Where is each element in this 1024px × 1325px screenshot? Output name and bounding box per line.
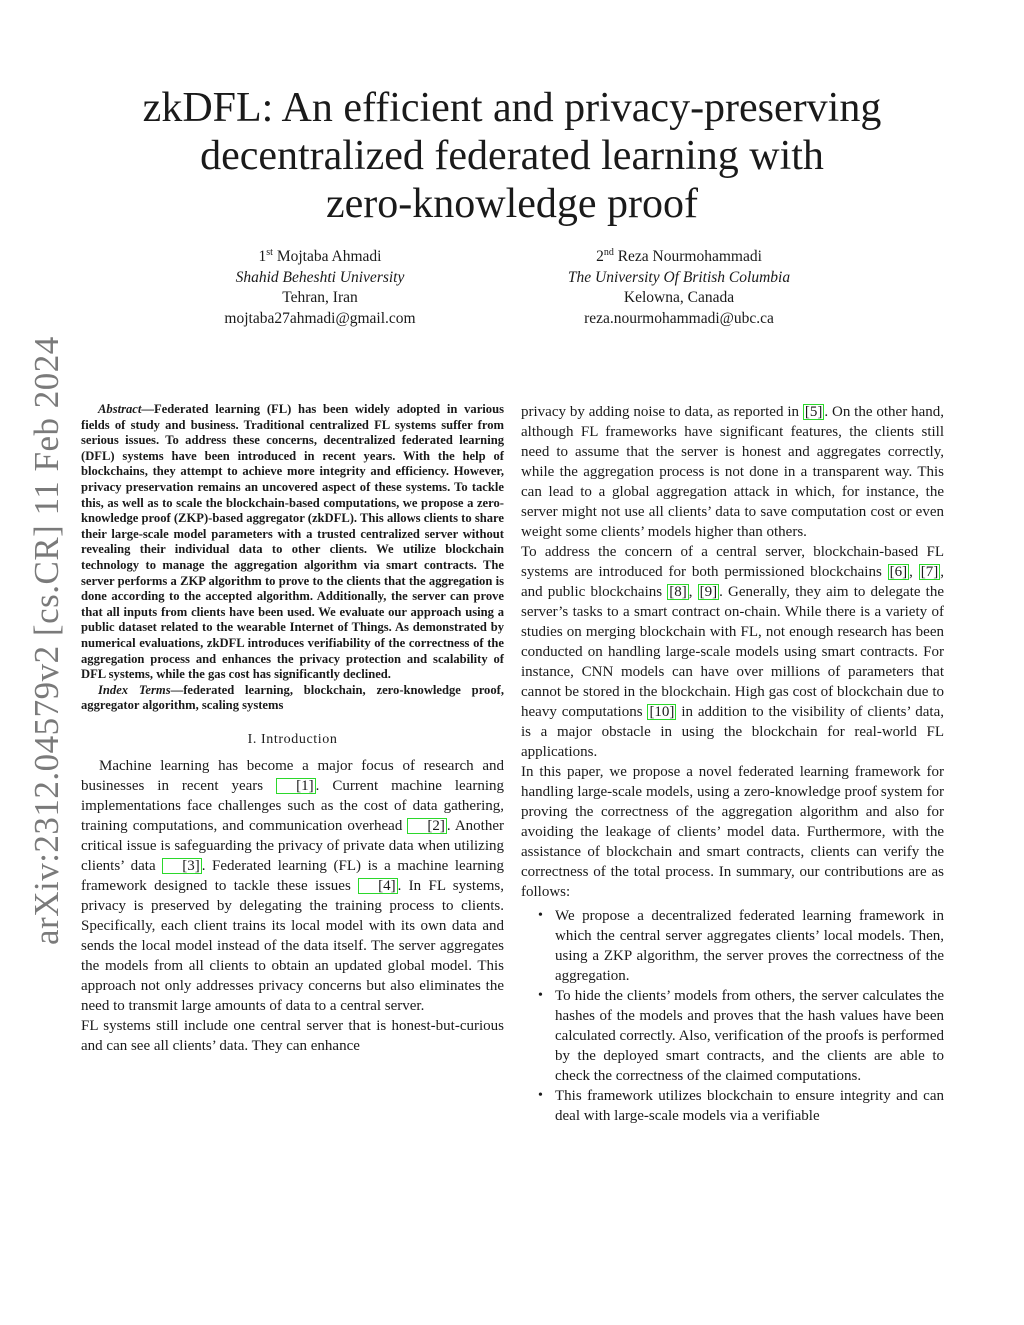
text-run: ,: [909, 564, 919, 580]
citation-link[interactable]: [8]: [669, 584, 687, 600]
index-terms: [81, 683, 504, 714]
citation-link[interactable]: [4]: [358, 878, 398, 894]
citation-link[interactable]: [10]: [649, 704, 675, 720]
citation-link[interactable]: [7]: [920, 564, 939, 580]
text-run: . Another critical issue is safeguarding the privacy of private data when utilizing clients’ data: [81, 817, 504, 874]
bullet-icon: •: [538, 988, 543, 1003]
citation-link[interactable]: [5]: [804, 404, 823, 420]
title-line: zero-knowledge proof: [325, 181, 698, 227]
list-item: [538, 1086, 944, 1126]
paper-title: [0, 84, 1024, 228]
author-block-2: [499, 247, 859, 329]
citation-link[interactable]: [2]: [407, 818, 447, 834]
contribution-text: This framework utilizes blockchain to ensure integrity and can deal with large-scale models via a verifiable: [555, 1088, 944, 1124]
list-item: [538, 906, 944, 986]
right-paragraph-2: [521, 542, 944, 762]
abstract: [81, 402, 504, 683]
text-run: . Current machine learning implementations face challenges such as the cost of data gathering, training computations, and communication overhead: [81, 777, 504, 834]
text-run: , and public blockchains: [521, 564, 944, 600]
author-email: reza.nourmohammadi@ubc.ca: [584, 309, 774, 327]
text-run: . Federated learning (FL) is a machine learning framework designed to tackle these issues: [81, 857, 504, 894]
contributions-list: [521, 906, 944, 1126]
text-run: . Generally, they aim to delegate the server’s tasks to a smart contract on-chain. While there is a variety of studies on merging blockchain with FL, not enough research has been conducted on handling large-scale models using smart contracts. For instance, CNN models can have over millions of parameters that cannot be stored in the blockchain. High gas cost of blockchain due to heavy computations: [521, 584, 944, 720]
abstract-text: —Federated learning (FL) has been widely adopted in various fields of study and business. Traditional centralized FL systems suffer from serious issues. To address these concerns, decentralized federated learning (DFL) systems have been introduced in recent years. With the help of blockchains, they attempt to achieve more integrity and efficiency. However, privacy preservation remains an uncovered aspect of these systems. To tackle this, as well as to scale the blockchain-based computations, we propose a zero-knowledge proof (ZKP)-based aggregator (zkDFL). This allows clients to share their large-scale model parameters with a trusted centralized server without revealing their individual data to other clients. We utilize blockchain technology to manage the aggregation algorithm via smart contracts. The server performs a ZKP algorithm to prove to the clients that the aggregation is done according to the accepted algorithm. Additionally, the server can prove that all inputs from clients have been used. We evaluate our approach using a public dataset related to the wearable Internet of Things. As demonstrated by numerical evaluations, zkDFL introduces verifiability of the correctness of the aggregation process and enhances the privacy protection and scalability of DFL systems, while the gas cost has significantly declined.: [81, 402, 504, 682]
author-location: Kelowna, Canada: [623, 289, 735, 306]
right-paragraph-3: In this paper, we propose a novel federated learning framework for handling large-scale models, using a zero-knowledge proof system for proving the correctness of the aggregation algorithm and also for avoiding the leakage of clients’ model data. Furthermore, with the assistance of blockchain and smart contracts, clients can verify the correctness of the total process. In summary, our contributions are as follows:: [521, 764, 944, 900]
author-affiliation: The University Of British Columbia: [567, 268, 791, 286]
citation-link[interactable]: [3]: [162, 858, 202, 874]
text-run: privacy by adding noise to data, as reported in: [521, 404, 803, 420]
index-terms-lead: Index Terms: [98, 682, 171, 697]
author-name-line: [499, 247, 859, 268]
right-column: [521, 402, 944, 1126]
bullet-icon: •: [538, 908, 543, 923]
intro-paragraph-2: FL systems still include one central server that is honest-but-curious and can see all clients’ data. They can enhance: [81, 1017, 504, 1054]
text-run: in addition to the visibility of clients’ data, is a major obstacle in using the blockchain for real-world FL applications.: [521, 704, 945, 760]
author-email: mojtaba27ahmadi@gmail.com: [224, 309, 416, 327]
title-line: decentralized federated learning with: [200, 133, 824, 179]
title-line: zkDFL: An efficient and privacy-preserving: [142, 85, 882, 131]
author-ordinal: 1: [258, 248, 267, 265]
bullet-icon: •: [538, 1088, 543, 1103]
contribution-text: To hide the clients’ models from others, the server calculates the hashes of the models and proves that the hash values have been calculated correctly. Also, verification of the proofs is performed by the deployed smart contracts, and the clients are able to check the correctness of the claimed computations.: [555, 988, 944, 1084]
text-run: Machine learning has become a major focus of research and businesses in recent years: [81, 757, 504, 794]
citation-link[interactable]: [1]: [276, 778, 316, 794]
contribution-text: We propose a decentralized federated learning framework in which the central server aggregates clients’ local models. Then, using a ZKP algorithm, the server proves the correctness of the aggregation.: [555, 908, 944, 984]
citation-link[interactable]: [6]: [889, 564, 908, 580]
text-run: . In FL systems, privacy is preserved by delegating the training process to clients. Specifically, each client trains its local model with its own data and sends the local model instead of the data itself. The server aggregates the models from all clients to obtain an updated global model. This approach not only addresses privacy concerns but also eliminates the need to transmit large amounts of data to a central server.: [81, 877, 504, 1014]
author-ordinal: 2: [596, 248, 604, 265]
citation-link[interactable]: [9]: [699, 584, 718, 600]
author-block-1: [140, 247, 500, 329]
list-item: [538, 986, 944, 1086]
text-run: . On the other hand, although FL frameworks have significant features, the clients still need to assume that the server is honest and aggregates correctly, while the aggregation process is not done in a transparent way. This can lead to a global aggregation attack in which, for instance, the server might not use all clients’ data to save computation cost or even weight some clients’ models higher than others.: [521, 404, 944, 540]
section-heading-introduction: I. Introduction: [247, 731, 338, 747]
author-name: Reza Nourmohammadi: [617, 248, 762, 265]
author-name-line: [140, 247, 500, 268]
text-run: To address the concern of a central server, blockchain-based FL systems are introduced for both permissioned blockchains: [521, 544, 944, 580]
left-column: [81, 402, 504, 1056]
arxiv-identifier: arXiv:2312.04579v2 [cs.CR] 11 Feb 2024: [27, 336, 66, 945]
author-ordinal-suffix: nd: [603, 246, 614, 258]
author-affiliation: Shahid Beheshti University: [235, 268, 405, 286]
intro-paragraph-1: [81, 756, 504, 1016]
index-terms-text: —federated learning, blockchain, zero-knowledge proof, aggregator algorithm, scaling systems: [81, 682, 504, 713]
author-ordinal-suffix: st: [266, 246, 273, 258]
text-run: ,: [688, 584, 698, 600]
author-location: Tehran, Iran: [282, 289, 358, 306]
author-name: Mojtaba Ahmadi: [276, 248, 382, 265]
abstract-lead: Abstract: [98, 402, 142, 416]
right-paragraph-1: [521, 402, 944, 542]
